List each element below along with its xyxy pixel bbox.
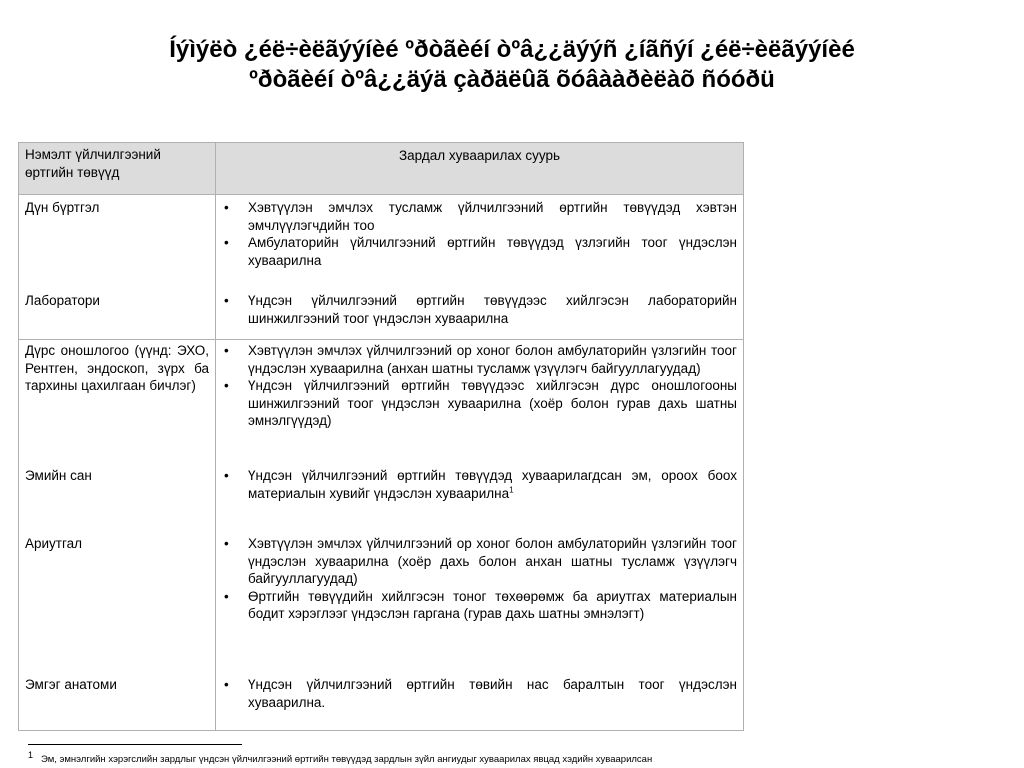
header-allocation-basis: Зардал хуваарилах суурь xyxy=(216,143,744,195)
slide-title xyxy=(60,35,964,95)
imaging-bullets xyxy=(216,342,743,430)
registry-bullets xyxy=(216,199,743,269)
list-item: • Хэвтүүлэн эмчлэх үйлчилгээний ор хоног болон амбулаторийн үзлэгийн тоог үндэслэн хуваарилна (анхан шатны тусламж үзүүлэгч байгууллагуудад) xyxy=(224,342,737,377)
cost-allocation-table xyxy=(18,142,744,731)
category-sterilization: Ариутгал xyxy=(25,536,82,551)
pathology-bullets xyxy=(216,676,743,711)
category-registry: Дүн бүртгэл xyxy=(25,200,100,215)
footnote-number: 1 xyxy=(28,750,34,760)
list-item: • Үндсэн үйлчилгээний өртгийн төвүүдээс хийлгэсэн дүрс оношлогооны шинжилгээний тоог үндэслэн хуваарилна (хоёр болон гурав дахь шатны эмнэлгүүдэд) xyxy=(224,377,737,430)
group-2-categories xyxy=(19,340,216,731)
table-group-2 xyxy=(19,340,744,731)
pharmacy-basis-text: Үндсэн үйлчилгээний өртгийн төвүүдэд хуваарилагдсан эм, ороох боох материалын хувийг үндэслэн хуваарилна xyxy=(248,468,737,501)
list-item: • Үндсэн үйлчилгээний өртгийн төвүүдээс хийлгэсэн лабораторийн шинжилгээний тоог үндэслэн хуваарилна xyxy=(224,292,737,327)
list-item xyxy=(224,467,737,502)
laboratory-bullets xyxy=(216,292,743,327)
list-item: • Хэвтүүлэн эмчлэх тусламж үйлчилгээний өртгийн төвүүдэд хэвтэн эмчлүүлэгчдийн тоо xyxy=(224,199,737,234)
table-group-1 xyxy=(19,195,744,340)
group-1-bases xyxy=(216,195,744,340)
list-item: • Үндсэн үйлчилгээний өртгийн төвийн нас баралтын тоог үндэслэн хуваарилна. xyxy=(224,676,737,711)
list-item: • Амбулаторийн үйлчилгээний өртгийн төвүүдэд үзлэгийн тоог үндэслэн хуваарилна xyxy=(224,234,737,269)
footnote-text: Эм, эмнэлгийн хэрэгслийн зардлыг үндсэн үйлчилгээний өртгийн төвүүдэд зардлын зүйл ангиудыг хуваарилах явцад хэдийн хуваарилсан xyxy=(41,754,653,766)
header-cost-centers: Нэмэлт үйлчилгээний өртгийн төвүүд xyxy=(19,143,216,195)
footnote xyxy=(28,748,780,766)
slide-title-line-2: ºðòãèéí òºâ¿¿äýä çàðäëûã õóâààðèëàõ ñóóðü xyxy=(249,66,775,93)
category-laboratory: Лаборатори xyxy=(25,293,100,308)
list-item: • Хэвтүүлэн эмчлэх үйлчилгээний ор хоног болон амбулаторийн үзлэгийн тоог үндэслэн хуваарилна (хоёр дахь болон анхан шатны тусламж үзүүлэгч байгууллагуудад) xyxy=(224,535,737,588)
group-2-bases xyxy=(216,340,744,731)
footnote-reference: 1 xyxy=(509,485,514,494)
list-item: • Өртгийн төвүүдийн хийлгэсэн тоног төхөөрөмж ба ариутгах материалын бодит хэрэглээг үндэслэн гаргана (гурав дахь шатны эмнэлэгт) xyxy=(224,588,737,623)
group-1-categories xyxy=(19,195,216,340)
category-pharmacy: Эмийн сан xyxy=(25,468,92,483)
slide-title-line-1: Íýìýëò ¿éë÷èëãýýíèé ºðòãèéí òºâ¿¿äýýñ ¿íãñýí ¿éë÷èëãýýíèé xyxy=(169,36,855,63)
sterilization-bullets xyxy=(216,535,743,623)
table-header-row xyxy=(19,143,744,195)
category-imaging: Дүрс оношлогоо (үүнд: ЭХО, Рентген, эндоскоп, зүрх ба тархины цахилгаан бичлэг) xyxy=(25,343,209,393)
footnote-divider xyxy=(28,744,242,745)
category-pathology: Эмгэг анатоми xyxy=(25,677,117,692)
pharmacy-bullets xyxy=(216,467,743,502)
